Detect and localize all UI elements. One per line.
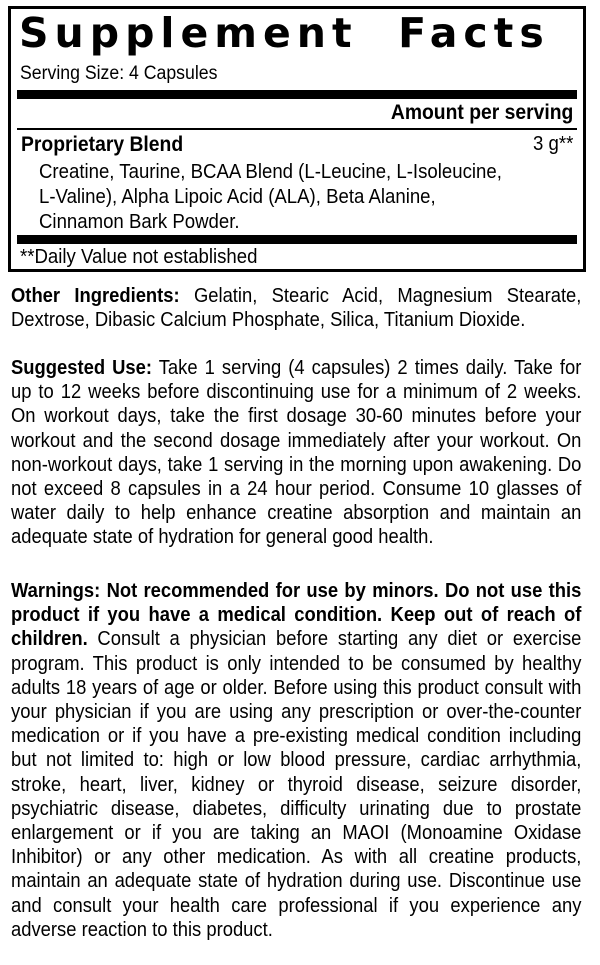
blend-ingredients: Creatine, Taurine, BCAA Blend (L-Leucine, L-Isoleucine, L-Valine), Alpha Lipoic Acid (ALA), Beta Alanine, Cinnamon Bark Powder. — [39, 161, 502, 233]
warnings — [11, 579, 581, 942]
thick-divider — [17, 90, 577, 99]
thin-divider — [17, 128, 577, 130]
serving-size: Serving Size: 4 Capsules — [20, 63, 218, 84]
suggested-use-text: Take 1 serving (4 capsules) 2 times daily. Take for up to 12 weeks before discontinuing use for a minimum of 2 weeks. On workout days, take the first dosage 30-60 minutes before your workout and the second dosage immediately after your workout. On non-workout days, take 1 serving in the morning upon awakening. Do not exceed 8 capsules in a 24 hour period. Consume 10 glasses of water daily to help enhance creatine absorption and maintain an adequate state of hydration for general good health. — [11, 357, 582, 549]
facts-title: Supplement Facts — [19, 9, 550, 57]
proprietary-blend-name: Proprietary Blend — [21, 133, 184, 156]
other-ingredients — [11, 284, 581, 332]
proprietary-blend-amount: 3 g** — [532, 133, 573, 155]
suggested-use-label: Suggested Use: — [11, 357, 152, 379]
other-ingredients-label: Other Ingredients: — [11, 285, 180, 307]
amount-per-serving-header: Amount per serving — [390, 101, 573, 124]
suggested-use — [11, 356, 581, 550]
other-ingredients-text: Gelatin, Stearic Acid, Magnesium Stearate, Dextrose, Dibasic Calcium Phosphate, Silica, Titanium Dioxide. — [11, 285, 582, 332]
daily-value-note: **Daily Value not established — [20, 246, 258, 268]
warnings-text: Consult a physician before starting any diet or exercise program. This product is only intended to be consumed by healthy adults 18 years of age or older. Before using this product consult with your physician if you are using any prescription or over-the-counter medication or if you have a pre-existing medical condition including but not limited to: high or low blood pressure, cardiac arrhythmia, stroke, heart, liver, kidney or thyroid disease, seizure disorder, psychiatric disease, diabetes, difficulty urinating due to prostate enlargement or if you are taking an MAOI (Monoamine Oxidase Inhibitor) or any other medication. As with all creatine products, maintain an adequate state of hydration during use. Discontinue use and consult your health care professional if you experience any adverse reaction to this product. — [11, 628, 582, 941]
bottom-thick-divider — [17, 235, 577, 244]
warnings-bold-text: Warnings: Not recommended for use by minors. Do not use this product if you have a medical condition. Keep out of reach of children. — [11, 580, 582, 651]
supplement-facts-panel — [8, 6, 586, 272]
